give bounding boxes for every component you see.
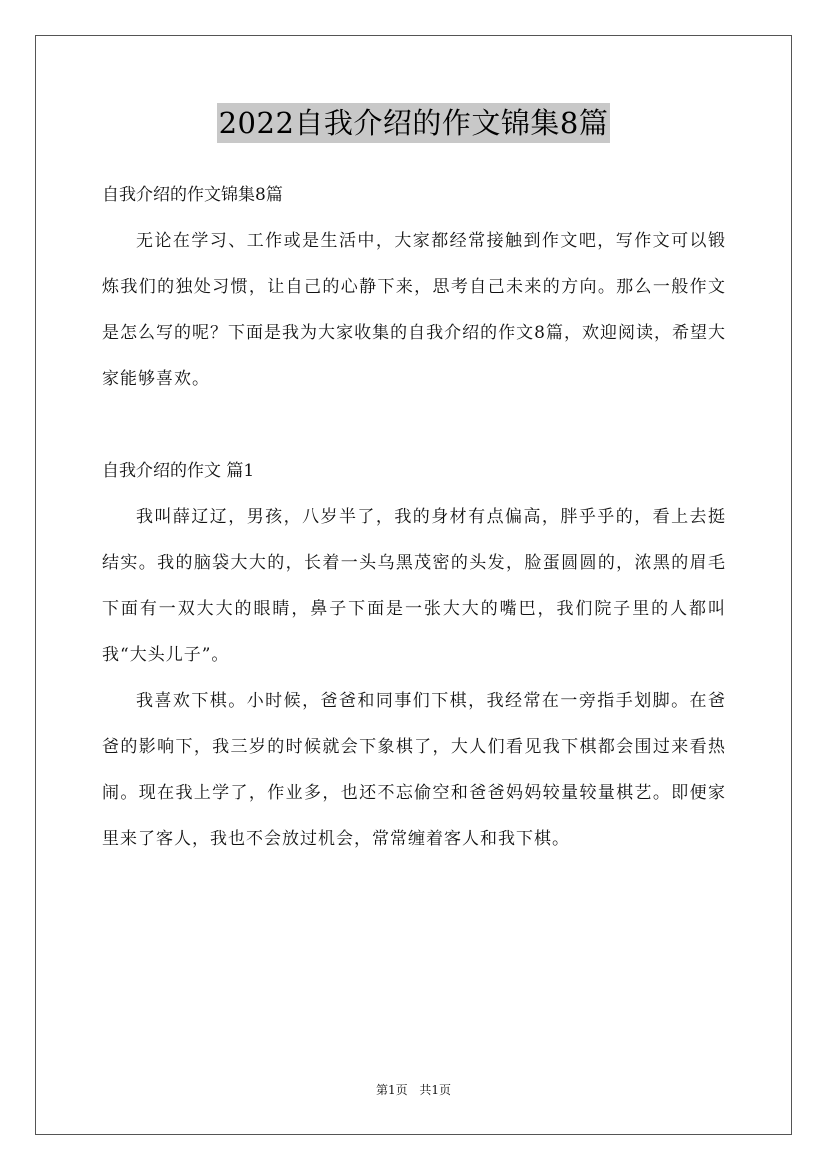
section-heading: 自我介绍的作文 篇1 [102, 461, 255, 481]
body-paragraph: 我叫薛辽辽，男孩，八岁半了，我的身材有点偏高，胖乎乎的，看上去挺结实。我的脑袋大大的，长着一头乌黑茂密的头发，脸蛋圆圆的，浓黑的眉毛下面有一双大大的眼睛，鼻子下面是一张大大的嘴巴，我们院子里的人都叫我“大头儿子”。 [102, 507, 726, 665]
body-paragraph: 我喜欢下棋。小时候，爸爸和同事们下棋，我经常在一旁指手划脚。在爸爸的影响下，我三岁的时候就会下象棋了，大人们看见我下棋都会围过来看热闹。现在我上学了，作业多，也还不忘偷空和爸爸妈妈较量较量棋艺。即便家里来了客人，我也不会放过机会，常常缠着客人和我下棋。 [102, 691, 726, 849]
document-subtitle: 自我介绍的作文锦集8篇 [102, 185, 283, 205]
page-number: 第1页 [375, 1083, 408, 1097]
page-total: 共1页 [419, 1083, 452, 1097]
document-title: 2022自我介绍的作文锦集8篇 [217, 103, 611, 143]
section-spacer [102, 402, 726, 448]
page-footer [0, 1082, 827, 1098]
intro-paragraph: 无论在学习、工作或是生活中，大家都经常接触到作文吧，写作文可以锻炼我们的独处习惯，让自己的心静下来，思考自己未来的方向。那么一般作文是怎么写的呢？下面是我为大家收集的自我介绍的作文8篇，欢迎阅读，希望大家能够喜欢。 [102, 231, 726, 389]
document-body [102, 172, 726, 862]
title-container [0, 103, 827, 143]
